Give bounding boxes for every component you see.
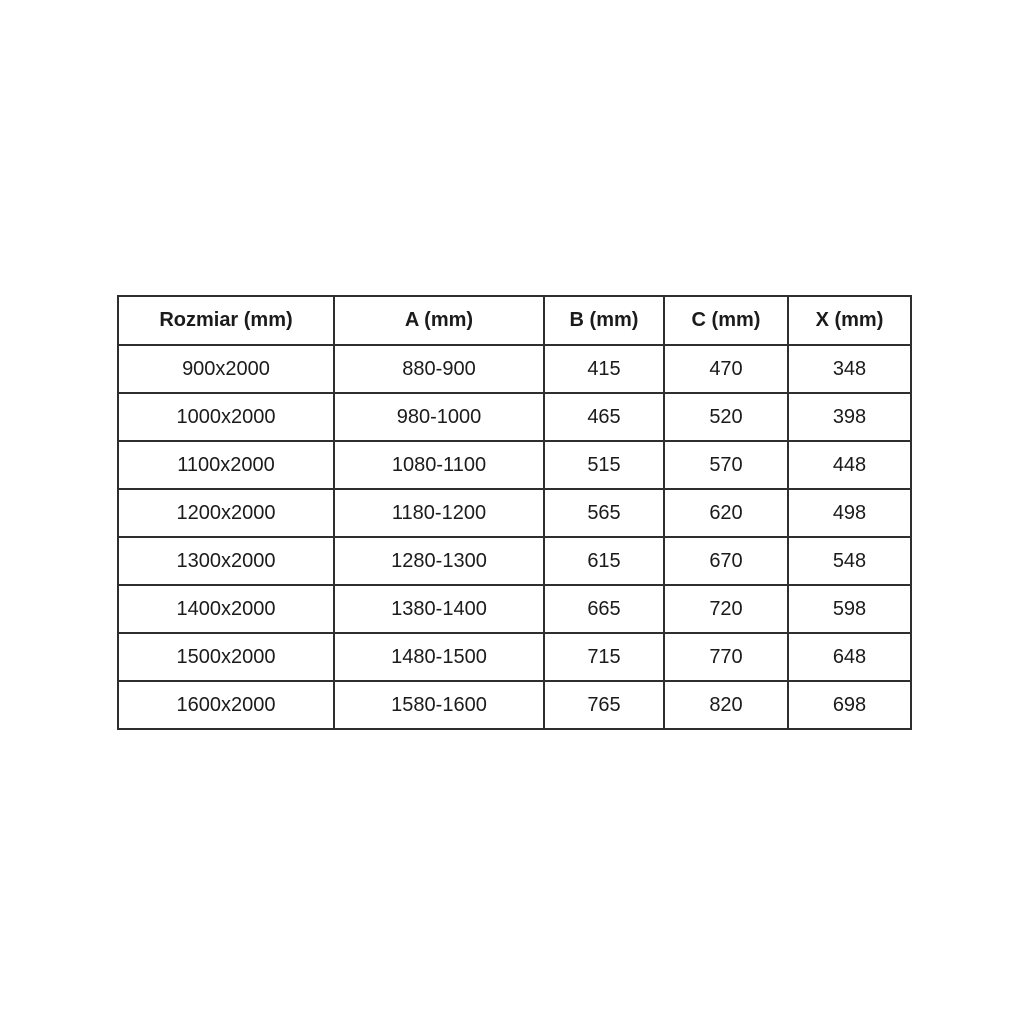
cell-a: 1280-1300: [334, 537, 544, 585]
cell-b: 415: [544, 345, 664, 393]
cell-b: 615: [544, 537, 664, 585]
cell-a: 1380-1400: [334, 585, 544, 633]
cell-b: 765: [544, 681, 664, 729]
cell-a: 1480-1500: [334, 633, 544, 681]
table-row: [118, 393, 911, 441]
cell-a: 980-1000: [334, 393, 544, 441]
cell-rozmiar: 1500x2000: [118, 633, 334, 681]
table-row: [118, 585, 911, 633]
table-row: [118, 345, 911, 393]
cell-x: 348: [788, 345, 911, 393]
table-row: [118, 681, 911, 729]
table-header-row: [118, 296, 911, 345]
cell-rozmiar: 1400x2000: [118, 585, 334, 633]
cell-c: 770: [664, 633, 788, 681]
cell-b: 665: [544, 585, 664, 633]
cell-a: 1580-1600: [334, 681, 544, 729]
cell-x: 648: [788, 633, 911, 681]
column-header-a: A (mm): [334, 296, 544, 345]
cell-x: 598: [788, 585, 911, 633]
cell-b: 715: [544, 633, 664, 681]
cell-x: 498: [788, 489, 911, 537]
cell-c: 720: [664, 585, 788, 633]
cell-a: 880-900: [334, 345, 544, 393]
column-header-rozmiar: Rozmiar (mm): [118, 296, 334, 345]
cell-c: 570: [664, 441, 788, 489]
column-header-c: C (mm): [664, 296, 788, 345]
table-row: [118, 441, 911, 489]
table-row: [118, 537, 911, 585]
cell-c: 470: [664, 345, 788, 393]
size-spec-table: [117, 295, 912, 730]
cell-rozmiar: 1100x2000: [118, 441, 334, 489]
cell-c: 620: [664, 489, 788, 537]
cell-c: 670: [664, 537, 788, 585]
cell-c: 820: [664, 681, 788, 729]
table-row: [118, 633, 911, 681]
cell-x: 698: [788, 681, 911, 729]
cell-rozmiar: 900x2000: [118, 345, 334, 393]
cell-x: 398: [788, 393, 911, 441]
cell-rozmiar: 1000x2000: [118, 393, 334, 441]
cell-rozmiar: 1600x2000: [118, 681, 334, 729]
cell-b: 465: [544, 393, 664, 441]
cell-x: 448: [788, 441, 911, 489]
column-header-b: B (mm): [544, 296, 664, 345]
table-row: [118, 489, 911, 537]
cell-x: 548: [788, 537, 911, 585]
cell-a: 1080-1100: [334, 441, 544, 489]
cell-c: 520: [664, 393, 788, 441]
cell-b: 515: [544, 441, 664, 489]
column-header-x: X (mm): [788, 296, 911, 345]
cell-b: 565: [544, 489, 664, 537]
cell-a: 1180-1200: [334, 489, 544, 537]
cell-rozmiar: 1200x2000: [118, 489, 334, 537]
cell-rozmiar: 1300x2000: [118, 537, 334, 585]
